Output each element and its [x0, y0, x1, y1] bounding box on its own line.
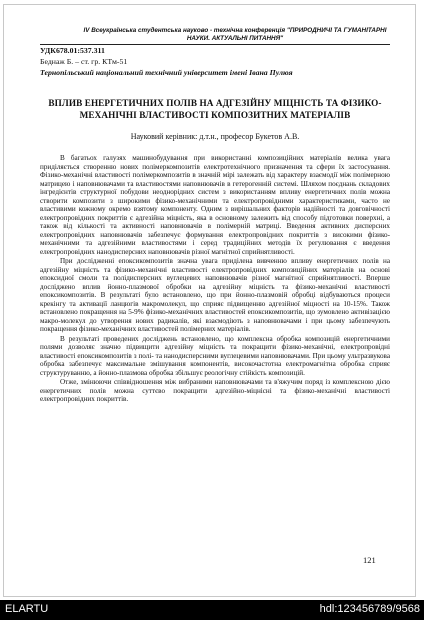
paragraph: При дослідженні епоксикомпозитів значна увага приділена вивченню впливу енергетичних полів на адгезійну міцність та фізико-механічні властивості електропровідних композиційних матеріалів на основі епоксидної смоли та полідисперсних вуглецевих наповнювачів різної магнітної сприйнятливості. Вперше досліджено вплив йонно-плазмової обробки на адгезійну міцність та фізико-механічні властивості епоксикомпозитів. В результаті було встановлено, що при йонно-плазмовій обробці відбуваються процеси крекінгу та активації ланцюгів макромолекул, що сприяє підвищенню адгезійної міцності на 10-15%. Також встановлено покращення на 5-9% фізико-механічних властивостей епоксикомпозитів, що зумовлено активізацією макро-молекул до утворення нових радикалів, які взаємодіють з наповнювачами і при цьому забезпечують покращення фізико-механічних властивостей полімерних матеріалів. [40, 257, 390, 333]
handle-identifier: hdl:123456789/9568 [319, 603, 420, 615]
header-divider [40, 44, 390, 45]
body-text [40, 154, 390, 405]
affiliation: Тернопільський національний технічний університет імені Івана Пулюя [40, 68, 293, 77]
udc-code: УДК678.01:537.311 [40, 46, 105, 55]
page-number: 121 [363, 555, 376, 565]
paragraph: В результаті проведених досліджень встановлено, що комплексна обробка композицій енергетичними полями дозволяє значно підвищити адгезійну міцність та покращити фізико-механічні, електропровідні властивості епоксикомпозитів з полі- та нанодисперсними вуглецевими наповнювачами. При цьому ультразвукова обробка забезпечує максимальне змішування компонентів, високочастотна електромагнітна обробка сприяє структуруванню, а йонно-плазмова обробка збільшує реологічну стійкість композицій. [40, 334, 390, 377]
scientific-supervisor: Науковий керівник: д.т.н., професор Букетов А.В. [130, 132, 300, 141]
paper-title: ВПЛИВ ЕНЕРГЕТИЧНИХ ПОЛІВ НА АДГЕЗІЙНУ МІЦНІСТЬ ТА ФІЗИКО-МЕХАНІЧНІ ВЛАСТИВОСТІ КОМПОЗИТНИХ МАТЕРІАЛІВ [48, 98, 382, 120]
author-line: Беднаж Б. – ст. гр. КТм-51 [40, 57, 128, 66]
repository-label: ELARTU [5, 603, 49, 615]
conference-header: IV Всеукраїнська студентська науково - технічна конференція "ПРИРОДНИЧІ ТА ГУМАНІТАРНІ НАУКИ. АКТУАЛЬНІ ПИТАННЯ" [83, 27, 387, 42]
paragraph: Отже, змінюючи співвідношення між вибраними наповнювачами та в'яжучим поряд із комплексною дією енергетичних полів можна суттєво покращити адгезійно-міцнісні та фізико-механічні властивості електропровідних покриттів. [40, 378, 390, 403]
footer-bar [0, 600, 424, 620]
paragraph: В багатьох галузях машинобудування при використанні композиційних матеріалів велика увага приділяється створенню нових полімеркомпозитів електротехнічного призначення та сфери їх застосування. Фізико-механічні властивості полімеркомпозитів в значній мірі залежать від характеру взаємодії між полімерною матрицею і наповнювачами та властивостями наповнювачів в гетерогенній системі. Шляхом поєднань складових інгредієнтів структурної побудови неоднорідних систем з використанням впливу енергетичних полів можна створити композити з широкими фізико-механічними та електропровідними характеристиками, часто не властивими кожному окремо взятому компоненту. Одним з вирішальних факторів надійності та довговічності електропровідних покриттів є адгезійна міцність, яка в основному залежить від способу підготовки поверхні, а також від кількості та активності наповнювачів в полімерній матриці. Введення активних дисперсних електропровідних наповнювачів забезпечує формування електропровідних покриттів з високими фізико-механічними та адгезійними властивостями і серед традиційних методів їх регулювання є введення електропровідних нанодисперсних наповнювачів різної магнітної сприйнятливості. [40, 154, 390, 256]
